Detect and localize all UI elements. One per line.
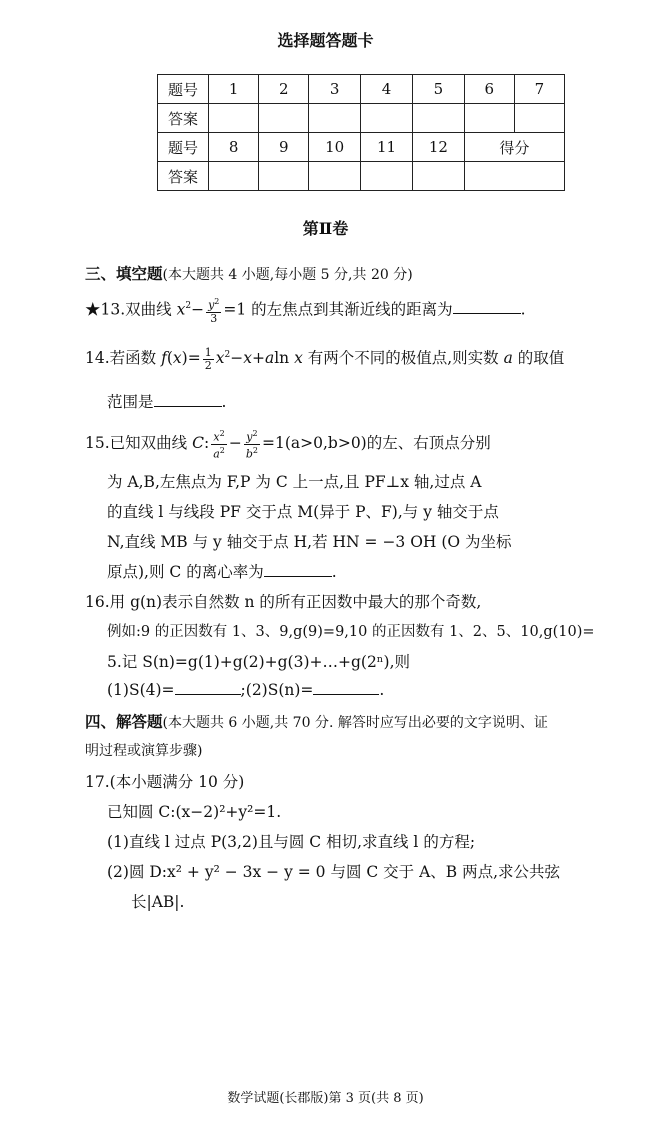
q13-number: ★13. [85, 300, 126, 319]
table-cell: 6 [464, 75, 514, 104]
q17-part2: (2)圆 D:x² + y² − 3x − y = 0 与圆 C 交于 A、B 两点,求公共弦 [107, 863, 561, 881]
table-cell: 1 [209, 75, 259, 104]
answer-blank[interactable] [453, 299, 521, 314]
period: . [221, 393, 227, 411]
table-cell: 2 [259, 75, 309, 104]
q15-text-a: 已知双曲线 [109, 434, 193, 453]
q15-line2: 为 A,B,左焦点为 F,P 为 C 上一点,且 PF⊥x 轴,过点 A [107, 473, 482, 491]
answer-blank[interactable] [313, 680, 379, 695]
table-row [158, 162, 565, 191]
period: . [520, 300, 526, 319]
answer-card-table [157, 74, 565, 191]
answer-cell[interactable] [209, 104, 259, 133]
q14-text-b: 有两个不同的极值点,则实数 [307, 349, 504, 367]
table-cell: 3 [309, 75, 361, 104]
score-label: 得分 [464, 133, 564, 162]
q16-line3: 5.记 S(n)=g(1)+g(2)+g(3)+…+g(2ⁿ),则 [107, 653, 410, 671]
q16-line2: 例如:9 的正因数有 1、3、9,g(9)=9,10 的正因数有 1、2、5、10,g(10)= [107, 624, 595, 640]
section3-heading-line [85, 262, 413, 284]
table-cell: 9 [259, 133, 309, 162]
section4-heading: 四、解答题 [85, 712, 163, 731]
table-cell: 答案 [158, 162, 209, 191]
table-cell: 4 [361, 75, 413, 104]
answer-cell[interactable] [361, 104, 413, 133]
q16-number: 16. [85, 593, 110, 611]
answer-cell[interactable] [309, 104, 361, 133]
volume-title: 第Ⅱ卷 [302, 219, 349, 238]
q14-text-c: 的取值 [512, 349, 565, 367]
section4-note2: 明过程或演算步骤) [85, 743, 203, 759]
answer-cell[interactable] [209, 162, 259, 191]
q16-parts [107, 680, 384, 699]
q17-header: 17.(本小题满分 10 分) [85, 773, 245, 791]
answer-cell[interactable] [412, 162, 464, 191]
table-row [158, 75, 565, 104]
q15-line3: 的直线 l 与线段 PF 交于点 M(异于 P、F),与 y 轴交于点 [107, 503, 499, 521]
period: . [379, 681, 385, 699]
q14-line2 [107, 390, 226, 412]
table-cell: 7 [514, 75, 564, 104]
separator: ; [240, 681, 246, 699]
answer-cell[interactable] [259, 104, 309, 133]
q15-line5: 原点),则 C 的离心率为 [107, 563, 264, 581]
section4-note: (本大题共 6 小题,共 70 分. 解答时应写出必要的文字说明、证 [162, 715, 548, 731]
table-cell: 答案 [158, 104, 209, 133]
table-row [158, 133, 565, 162]
q14-line2-text: 范围是 [107, 393, 154, 411]
table-cell: 12 [412, 133, 464, 162]
table-cell: 题号 [158, 133, 209, 162]
answer-blank[interactable] [264, 562, 332, 577]
period: . [331, 563, 337, 581]
q14-text-a: 若函数 [109, 349, 162, 367]
question-14: 14.若函数 f(x)= $\frac{1}{2}$ $x^2-x+aln$ x 有两个不同的极值点,则实数 a 的取值 [85, 345, 565, 372]
answer-blank[interactable] [175, 680, 241, 695]
answer-cell[interactable] [464, 104, 514, 133]
q13-text-b: =1 的左焦点到其渐近线的距离为 [223, 300, 453, 319]
q16-line1: 用 g(n)表示自然数 n 的所有正因数中最大的那个奇数, [109, 593, 482, 611]
q15-number: 15. [85, 434, 110, 453]
answer-blank[interactable] [154, 392, 222, 407]
answer-card-title: 选择题答题卡 [277, 31, 374, 50]
table-cell: 题号 [158, 75, 209, 104]
fraction: $\frac{y^2}{b^2}$ [245, 429, 258, 461]
q14-number: 14. [85, 349, 110, 367]
answer-cell[interactable] [309, 162, 361, 191]
q15-line5-wrap [107, 560, 337, 582]
table-cell: 5 [412, 75, 464, 104]
table-cell: 8 [209, 133, 259, 162]
answer-cell[interactable] [361, 162, 413, 191]
q13-text-a: 双曲线 [125, 300, 177, 319]
q17-given: 已知圆 C:(x−2)²+y²=1. [107, 803, 282, 821]
fraction: $\frac{x^2}{a^2}$ [213, 429, 225, 461]
q15-line4: N,直线 MB 与 y 轴交于点 H,若 HN = −3 OH (O 为坐标 [107, 533, 512, 551]
page-footer: 数学试题(长郡版)第 3 页(共 8 页) [227, 1091, 424, 1106]
table-row [158, 104, 565, 133]
section3-heading: 三、填空题 [85, 264, 163, 283]
question-13: ★13.双曲线 $x^2-$ $\frac{y^2}{3}$ =1 的左焦点到其渐近线的距离为 . [85, 297, 526, 325]
answer-cell[interactable] [412, 104, 464, 133]
fraction: $\frac{y^2}{3}$ [208, 297, 220, 325]
q16-part2: (2)S(n)= [245, 681, 314, 699]
q15-text-b: =1(a>0,b>0)的左、右顶点分别 [262, 434, 491, 453]
fraction: $\frac{1}{2}$ [204, 345, 212, 372]
section4-heading-line [85, 710, 548, 732]
section3-note: (本大题共 4 小题,每小题 5 分,共 20 分) [162, 267, 413, 283]
question-15: 15.已知双曲线 C: $\frac{x^2}{a^2}$ − $\frac{y^2}{b^2}$ =1(a>0,b>0)的左、右顶点分别 [85, 429, 491, 461]
answer-cell[interactable] [259, 162, 309, 191]
table-cell: 10 [309, 133, 361, 162]
answer-cell[interactable] [514, 104, 564, 133]
q17-part1: (1)直线 l 过点 P(3,2)且与圆 C 相切,求直线 l 的方程; [107, 833, 476, 851]
question-16 [85, 590, 481, 612]
score-cell[interactable] [464, 162, 564, 191]
q16-part1: (1)S(4)= [107, 681, 175, 699]
q17-part2-cont: 长|AB|. [131, 893, 185, 911]
table-cell: 11 [361, 133, 413, 162]
